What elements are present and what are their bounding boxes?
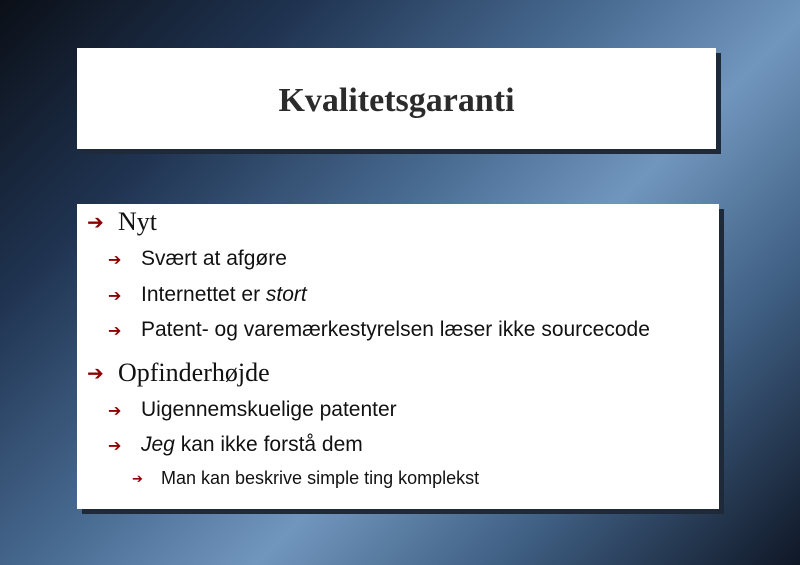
bullet-text: Nyt bbox=[118, 207, 157, 236]
arrow-right-icon: ➔ bbox=[108, 286, 122, 305]
slide-content-box bbox=[77, 204, 719, 509]
slide-title-box bbox=[77, 48, 716, 149]
bullet-text-emphasis: Jeg bbox=[141, 433, 175, 456]
arrow-right-icon: ➔ bbox=[132, 472, 143, 487]
arrow-right-icon: ➔ bbox=[108, 321, 122, 340]
bullet-text bbox=[141, 283, 307, 307]
slide-title: Kvalitetsgaranti bbox=[278, 81, 515, 119]
bullet-text: Man kan beskrive simple ting komplekst bbox=[161, 468, 480, 488]
bullet-text-suffix: kan ikke forstå dem bbox=[174, 433, 363, 456]
bullet-text: Uigennemskuelige patenter bbox=[141, 398, 397, 421]
arrow-right-icon: ➔ bbox=[108, 401, 122, 420]
bullet-text-emphasis: stort bbox=[265, 283, 307, 306]
arrow-right-icon: ➔ bbox=[108, 436, 122, 455]
arrow-right-icon: ➔ bbox=[108, 250, 122, 269]
bullet-text: Svært at afgøre bbox=[141, 247, 287, 270]
bullet-text: Patent- og varemærkestyrelsen læser ikke sourcecode bbox=[141, 318, 650, 341]
bullet-text bbox=[141, 433, 363, 457]
bullet-text-prefix: Internettet er bbox=[141, 283, 266, 306]
arrow-right-icon: ➔ bbox=[87, 361, 104, 385]
arrow-right-icon: ➔ bbox=[87, 210, 104, 234]
bullet-text: Opfinderhøjde bbox=[118, 358, 270, 387]
